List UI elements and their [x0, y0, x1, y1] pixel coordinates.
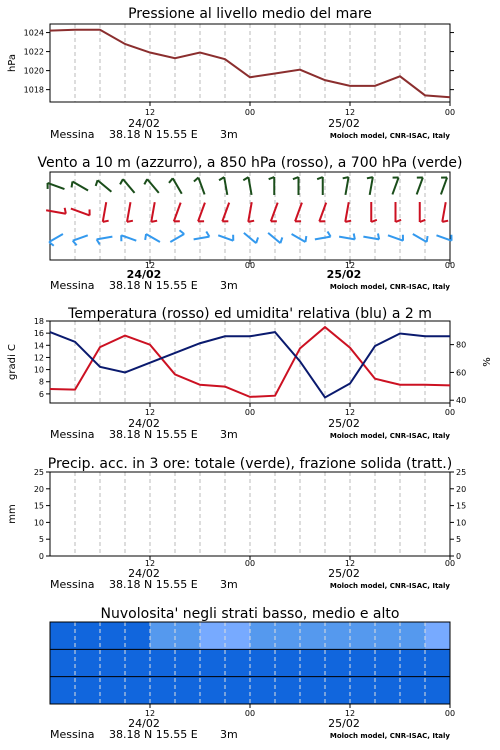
- wind-barb-850hpa-barb: [442, 221, 448, 222]
- cloud-cell: [225, 649, 251, 676]
- cloud-cell: [100, 649, 126, 676]
- pressure-location-name: Messina: [50, 128, 95, 141]
- precip-xtick-label: 12: [144, 559, 156, 568]
- pressure-xtick-label: 12: [144, 108, 156, 117]
- wind-barb-700hpa: [441, 178, 447, 195]
- cloud-cell: [175, 622, 201, 649]
- temp-ytick-label-left: 18: [33, 317, 44, 326]
- wind-barb-10m: [363, 234, 379, 240]
- precip-xtick-label: 00: [444, 559, 456, 568]
- cloud-xtick-label: 00: [244, 709, 256, 718]
- precip-model-credit: Moloch model, CNR-ISAC, Italy: [329, 582, 450, 590]
- wind-barb-850hpa: [371, 202, 377, 222]
- temp-xtick-label: 12: [344, 408, 356, 417]
- wind-barb-700hpa-barb: [96, 180, 98, 186]
- cloud-cell: [325, 677, 351, 704]
- wind-date-label: 24/02: [126, 268, 162, 281]
- precip-ytick-label-left: 5: [38, 535, 44, 545]
- cloud-cell: [250, 649, 276, 676]
- cloud-cell: [50, 677, 76, 704]
- wind-barb-700hpa: [144, 179, 158, 193]
- wind-barb-10m-barb: [427, 236, 428, 242]
- pressure-ytick-label: 1018: [23, 85, 44, 95]
- wind-barb-700hpa-barb: [120, 179, 123, 184]
- wind-barb-10m: [145, 234, 160, 242]
- precip-date-label: 24/02: [128, 567, 160, 580]
- pressure-location-coords: 38.18 N 15.55 E: [109, 128, 198, 141]
- wind-barb-10m-barb: [97, 239, 100, 244]
- cloud-cell: [400, 649, 426, 676]
- cloud-cell: [425, 622, 451, 649]
- wind-barb-850hpa-shaft: [295, 203, 302, 222]
- cloud-cell: [350, 649, 376, 676]
- wind-barb-700hpa: [72, 182, 89, 191]
- cloud-date-label: 25/02: [328, 717, 360, 730]
- wind-xtick-label: 00: [244, 261, 256, 270]
- precip-location-coords: 38.18 N 15.55 E: [109, 578, 198, 591]
- precip-ytick-label-right: 20: [456, 484, 467, 494]
- wind-xtick-label: 00: [444, 261, 456, 270]
- wind-barb-10m-shaft: [292, 234, 306, 242]
- pressure-ytick-label: 1022: [23, 47, 44, 57]
- pressure-xtick-label: 00: [244, 108, 256, 117]
- cloud-cell: [400, 622, 426, 649]
- wind-barb-700hpa-barb: [219, 177, 224, 180]
- wind-barb-10m-shaft: [436, 235, 451, 240]
- wind-barb-850hpa: [271, 203, 278, 222]
- wind-barb-700hpa-barb: [169, 178, 173, 183]
- wind-barb-10m-barb: [354, 234, 355, 240]
- cloud-cell: [100, 677, 126, 704]
- cloud-cell: [75, 622, 101, 649]
- wind-barb-700hpa: [367, 177, 373, 195]
- cloud-cell: [175, 677, 201, 704]
- wind-barb-10m-barb: [305, 236, 306, 242]
- cloud-title: Nuvolosita' negli strati basso, medio e alto: [100, 606, 400, 622]
- pressure-location-height: 3m: [220, 128, 238, 141]
- wind-barb-700hpa-shaft: [441, 178, 447, 195]
- pressure-xtick-label: 12: [344, 108, 356, 117]
- wind-barb-10m: [49, 234, 63, 246]
- wind-barb-850hpa-shaft: [127, 202, 130, 222]
- wind-barb-850hpa: [71, 209, 90, 216]
- wind-barb-10m: [218, 235, 233, 241]
- cloud-cell: [300, 677, 326, 704]
- wind-barb-10m-shaft: [268, 233, 280, 243]
- temp-ytick-label-left: 12: [33, 353, 44, 363]
- wind-barb-850hpa-barb: [248, 221, 254, 222]
- pressure-ytick-label: 1024: [23, 28, 44, 38]
- precip-ytick-label-right: 5: [456, 535, 462, 545]
- cloud-cell: [75, 649, 101, 676]
- wind-barb-700hpa-shaft: [417, 178, 423, 195]
- cloud-location-height: 3m: [220, 728, 238, 741]
- precip-xtick-label: 00: [244, 559, 256, 568]
- wind-barb-700hpa-shaft: [198, 178, 204, 195]
- wind-barb-700hpa-shaft: [370, 177, 373, 195]
- wind-barb-850hpa: [174, 203, 181, 222]
- cloud-cell: [100, 622, 126, 649]
- wind-barb-850hpa: [396, 202, 402, 222]
- cloud-cell: [150, 649, 176, 676]
- cloud-cell: [325, 622, 351, 649]
- temp-ytick-label-left: 8: [38, 377, 44, 387]
- pressure-ytick-label: 1020: [23, 66, 44, 76]
- pressure-date-label: 25/02: [328, 117, 360, 130]
- precip-ytick-label-left: 20: [33, 484, 44, 494]
- temp-date-label: 24/02: [128, 417, 160, 430]
- precip-title: Precip. acc. in 3 ore: totale (verde), frazione solida (tratt.): [47, 456, 453, 472]
- precip-ytick-label-left: 0: [38, 552, 44, 561]
- precip-ytick-label-right: 0: [456, 552, 462, 561]
- cloud-date-label: 24/02: [128, 717, 160, 730]
- wind-barb-700hpa-barb: [72, 182, 73, 188]
- temp-location-name: Messina: [50, 428, 95, 441]
- wind-barb-700hpa: [343, 177, 349, 195]
- cloud-cell: [375, 649, 401, 676]
- wind-barb-10m: [121, 235, 136, 241]
- wind-barb-10m: [244, 233, 258, 243]
- wind-barb-850hpa-shaft: [103, 202, 106, 222]
- wind-barb-10m-barb: [378, 234, 379, 240]
- cloud-cell: [375, 677, 401, 704]
- wind-barb-10m-shaft: [244, 233, 256, 243]
- temp-ytick-label-left: 16: [33, 329, 44, 339]
- wind-barb-10m: [268, 233, 282, 243]
- temp-ytick-label-left: 10: [33, 365, 44, 375]
- cloud-cell: [125, 622, 151, 649]
- cloud-cell: [200, 622, 226, 649]
- cloud-xtick-label: 12: [144, 709, 156, 718]
- wind-barb-10m-barb: [179, 230, 184, 234]
- wind-barb-10m-shaft: [194, 237, 210, 240]
- wind-barb-850hpa-shaft: [198, 203, 205, 222]
- wind-barb-700hpa-shaft: [345, 177, 348, 195]
- pressure-date-label: 24/02: [128, 117, 160, 130]
- wind-title: Vento a 10 m (azzurro), a 850 hPa (rosso), a 700 hPa (verde): [37, 155, 463, 171]
- pressure-model-credit: Moloch model, CNR-ISAC, Italy: [329, 132, 450, 140]
- wind-barb-700hpa-shaft: [147, 179, 159, 193]
- precip-ytick-label-right: 15: [456, 501, 467, 511]
- cloud-cell: [50, 649, 76, 676]
- temp-ytick-label-left: 6: [38, 389, 44, 399]
- temp-ytick-label-left: 14: [33, 341, 44, 351]
- wind-barb-700hpa: [317, 177, 323, 195]
- cloud-cell: [125, 677, 151, 704]
- cloud-cell: [400, 677, 426, 704]
- precip-ytick-label-right: 25: [456, 468, 467, 477]
- cloud-cell: [200, 649, 226, 676]
- cloud-cell: [75, 677, 101, 704]
- pressure-xtick-label: 00: [444, 108, 456, 117]
- wind-barb-700hpa: [293, 177, 299, 195]
- cloud-cell: [250, 677, 276, 704]
- wind-barb-850hpa-shaft: [248, 202, 251, 222]
- cloud-cell: [150, 677, 176, 704]
- wind-barb-700hpa-shaft: [173, 178, 182, 194]
- wind-location-coords: 38.18 N 15.55 E: [109, 279, 198, 292]
- precip-ytick-label-left: 15: [33, 501, 44, 511]
- cloud-xtick-label: 00: [444, 709, 456, 718]
- wind-barb-850hpa: [103, 202, 109, 222]
- cloud-cell: [50, 622, 76, 649]
- cloud-cell: [150, 622, 176, 649]
- cloud-model-credit: Moloch model, CNR-ISAC, Italy: [329, 732, 450, 740]
- wind-barb-850hpa-shaft: [71, 209, 90, 216]
- temp-location-height: 3m: [220, 428, 238, 441]
- wind-barb-700hpa: [120, 179, 134, 193]
- wind-barb-10m: [170, 230, 184, 242]
- wind-barb-10m-shaft: [363, 237, 379, 240]
- cloud-cell: [275, 649, 301, 676]
- wind-barb-850hpa: [319, 203, 326, 222]
- wind-barb-850hpa-shaft: [46, 210, 66, 213]
- cloud-cell: [225, 622, 251, 649]
- wind-barb-10m: [292, 234, 307, 242]
- wind-location-height: 3m: [220, 279, 238, 292]
- wind-barb-10m-barb: [145, 234, 146, 240]
- wind-barb-10m-barb: [328, 231, 331, 236]
- wind-barb-700hpa-shaft: [392, 178, 398, 195]
- cloud-cell: [125, 649, 151, 676]
- cloud-cell: [350, 622, 376, 649]
- wind-barb-700hpa: [392, 178, 398, 195]
- cloud-cell: [325, 649, 351, 676]
- wind-barb-850hpa: [127, 202, 133, 222]
- temp-ytick-label-right: 60: [456, 368, 467, 378]
- wind-barb-850hpa-barb: [103, 221, 109, 222]
- wind-barb-850hpa-barb: [151, 221, 157, 222]
- temp-xtick-label: 00: [244, 408, 256, 417]
- wind-barb-850hpa-shaft: [345, 202, 348, 222]
- wind-barb-850hpa: [222, 203, 229, 222]
- wind-barb-10m-shaft: [121, 235, 136, 240]
- wind-barb-850hpa-shaft: [174, 203, 181, 222]
- wind-location-name: Messina: [50, 279, 95, 292]
- cloud-cell: [425, 649, 451, 676]
- cloud-cell: [375, 622, 401, 649]
- cloud-cell: [200, 677, 226, 704]
- wind-barb-700hpa: [269, 177, 275, 195]
- wind-barb-850hpa: [295, 203, 302, 222]
- precip-location-name: Messina: [50, 578, 95, 591]
- wind-barb-850hpa: [46, 208, 66, 214]
- precip-ytick-label-right: 10: [456, 518, 467, 528]
- cloud-cell: [250, 622, 276, 649]
- wind-barb-10m-shaft: [97, 237, 113, 240]
- wind-barb-10m-shaft: [170, 234, 184, 242]
- precip-ytick-label-left: 10: [33, 518, 44, 528]
- wind-barb-700hpa-barb: [243, 177, 248, 180]
- wind-barb-10m-shaft: [388, 235, 403, 240]
- temp-location-coords: 38.18 N 15.55 E: [109, 428, 198, 441]
- cloud-cell: [350, 677, 376, 704]
- wind-barb-850hpa-shaft: [271, 203, 278, 222]
- precip-location-height: 3m: [220, 578, 238, 591]
- cloud-cell: [300, 622, 326, 649]
- wind-barb-10m: [339, 234, 355, 240]
- temp-ylabel-left: gradi C: [7, 344, 18, 380]
- wind-barb-850hpa: [198, 203, 205, 222]
- cloud-cell: [425, 677, 451, 704]
- wind-barb-700hpa: [219, 177, 227, 195]
- wind-barb-850hpa: [248, 202, 254, 222]
- cloud-cell: [275, 677, 301, 704]
- wind-barb-10m: [194, 231, 210, 239]
- temp-model-credit: Moloch model, CNR-ISAC, Italy: [329, 432, 450, 440]
- cloud-cell: [275, 622, 301, 649]
- temp-ylabel-right: %: [482, 357, 493, 367]
- temp-xtick-label: 00: [444, 408, 456, 417]
- wind-barb-850hpa: [442, 202, 448, 222]
- wind-barb-700hpa: [194, 178, 205, 195]
- wind-barb-700hpa-barb: [144, 179, 147, 184]
- wind-barb-10m-barb: [206, 231, 209, 236]
- precip-ytick-label-left: 25: [33, 468, 44, 477]
- wind-barb-850hpa: [345, 202, 351, 222]
- cloud-cell: [225, 677, 251, 704]
- temp-date-label: 25/02: [328, 417, 360, 430]
- temp-ytick-label-right: 40: [456, 396, 467, 406]
- temp-frame: [50, 321, 450, 403]
- wind-barb-10m: [97, 237, 113, 245]
- wind-barb-10m: [388, 235, 403, 241]
- pressure-title: Pressione al livello medio del mare: [128, 6, 372, 22]
- wind-barb-10m: [436, 235, 451, 241]
- wind-barb-700hpa-barb: [367, 177, 373, 178]
- wind-barb-850hpa: [420, 202, 426, 222]
- temp-title: Temperatura (rosso) ed umidita' relativa (blu) a 2 m: [68, 306, 432, 322]
- temp-ytick-label-right: 80: [456, 340, 467, 350]
- wind-barb-850hpa-shaft: [151, 202, 154, 222]
- pressure-ylabel: hPa: [7, 53, 18, 73]
- wind-barb-10m-shaft: [218, 235, 233, 240]
- wind-barb-850hpa-barb: [127, 221, 133, 222]
- wind-barb-10m-barb: [280, 237, 282, 243]
- temp-xtick-label: 12: [144, 408, 156, 417]
- precip-date-label: 25/02: [328, 567, 360, 580]
- wind-barb-700hpa: [417, 178, 423, 195]
- wind-barb-10m-shaft: [339, 237, 355, 240]
- wind-date-label: 25/02: [326, 268, 362, 281]
- wind-barb-850hpa-barb: [345, 221, 351, 222]
- wind-barb-850hpa-shaft: [442, 202, 445, 222]
- wind-barb-700hpa: [96, 180, 112, 192]
- wind-barb-850hpa-shaft: [319, 203, 326, 222]
- wind-xtick-label: 12: [344, 261, 356, 270]
- wind-barb-850hpa: [151, 202, 157, 222]
- wind-barb-700hpa-barb: [194, 178, 199, 182]
- wind-barb-700hpa-barb: [343, 177, 349, 178]
- precip-ylabel: mm: [7, 504, 18, 524]
- wind-barb-10m-shaft: [315, 237, 331, 240]
- wind-barb-10m-shaft: [49, 234, 63, 242]
- precip-xtick-label: 12: [344, 559, 356, 568]
- wind-model-credit: Moloch model, CNR-ISAC, Italy: [329, 283, 450, 291]
- wind-barb-10m: [315, 231, 331, 239]
- cloud-xtick-label: 12: [344, 709, 356, 718]
- wind-xtick-label: 12: [144, 261, 156, 270]
- wind-barb-850hpa-shaft: [222, 203, 229, 222]
- cloud-cell: [300, 649, 326, 676]
- cloud-cell: [175, 649, 201, 676]
- wind-barb-10m-barb: [256, 237, 258, 243]
- wind-barb-10m-shaft: [146, 234, 160, 242]
- cloud-location-coords: 38.18 N 15.55 E: [109, 728, 198, 741]
- wind-barb-850hpa-barb: [65, 208, 66, 214]
- cloud-location-name: Messina: [50, 728, 95, 741]
